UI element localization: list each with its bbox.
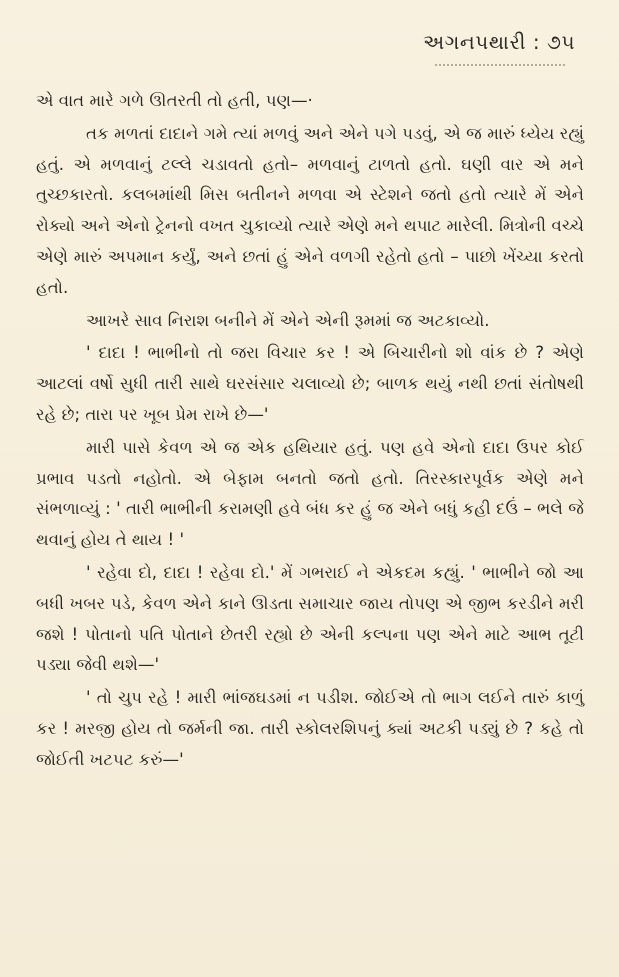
paragraph-5: મારી પાસે કેવળ એ જ એક હથિયાર હતું. પણ હવે એનો દાદા ઉપર કોઈ પ્રભાવ પડતો નહોતો. એ બેફામ બનતો જતો હતો. તિરસ્કારપૂર્વક એણે મને સંભળાવ્યું : ' તારી ભાભીની કરામણી હવે બંધ કર હું જ એને બધું કહી દઉં – ભલે જે થવાનું હોય તે થાય ! ' — [36, 437, 584, 550]
paragraph-2: તક મળતાં દાદાને ગમે ત્યાં મળવું અને એને પગે પડવું, એ જ મારું ધ્યેય રહ્યું હતું. એ મળવાનું ટલ્લે ચડાવતો હતો– મળવાનું ટાળતો હતો. ઘણી વાર એ મને તુચ્છકારતો. કલબમાંથી મિસ બતીનને મળવા એ સ્ટેશને જતો હતો ત્યારે મેં એને રોક્યો અને એનો ટ્રેનનો વખત ચુકાવ્યો ત્યારે એણે મને થપાટ મારેલી. મિત્રોની વચ્ચે એણે મારું અપમાન કર્યું, અને છતાં હું એને વળગી રહેતો હતો – પાછો ખેંચ્યા કરતો હતો. — [36, 123, 584, 297]
running-title: અગનપથારી : ૭૫ — [423, 30, 575, 54]
paragraph-4: ' દાદા ! ભાભીનો તો જરા વિચાર કર ! એ બિચારીનો શો વાંક છે ? એણે આટલાં વર્ષો સુધી તારી સાથે ઘરસંસાર ચલાવ્યો છે; બાળક થયું નથી છતાં સંતોષથી રહે છે; તારા પર ખૂબ પ્રેમ રાખે છે—' — [36, 343, 584, 424]
paragraph-6: ' રહેવા દો, દાદા ! રહેવા દો.' મેં ગભરાઈ ને એકદમ કહ્યું. ' ભાભીને જો આ બધી ખબર પડે, કેવળ એને કાને ઊડતા સમાચાર જાય તોપણ એ જીભ કરડીને મરી જશે ! પોતાનો પતિ પોતાને છેતરી રહ્યો છે એની કલ્પના પણ એને માટે આભ તૂટી પડ્યા જેવી થશે—' — [36, 562, 584, 675]
paragraph-7: ' તો ચુપ રહે ! મારી ભાંજઘડમાં ન પડીશ. જોઈએ તો ભાગ લઈને તારું કાળું કર ! મરજી હોય તો જર્મની જા. તારી સ્કોલરશિપનું ક્યાં અટકી પડ્યું છે ? કહે તો જોઈતી ખટપટ કરું—' — [36, 688, 584, 769]
body-text — [36, 86, 584, 778]
paragraph-3: આખરે સાવ નિરાશ બનીને મેં એને એની રૂમમાં જ અટકાવ્યો. — [86, 310, 490, 330]
paragraph-1: એ વાત મારે ગળે ઊતરતી તો હતી, પણ—· — [36, 91, 313, 110]
header-underline — [435, 60, 565, 66]
